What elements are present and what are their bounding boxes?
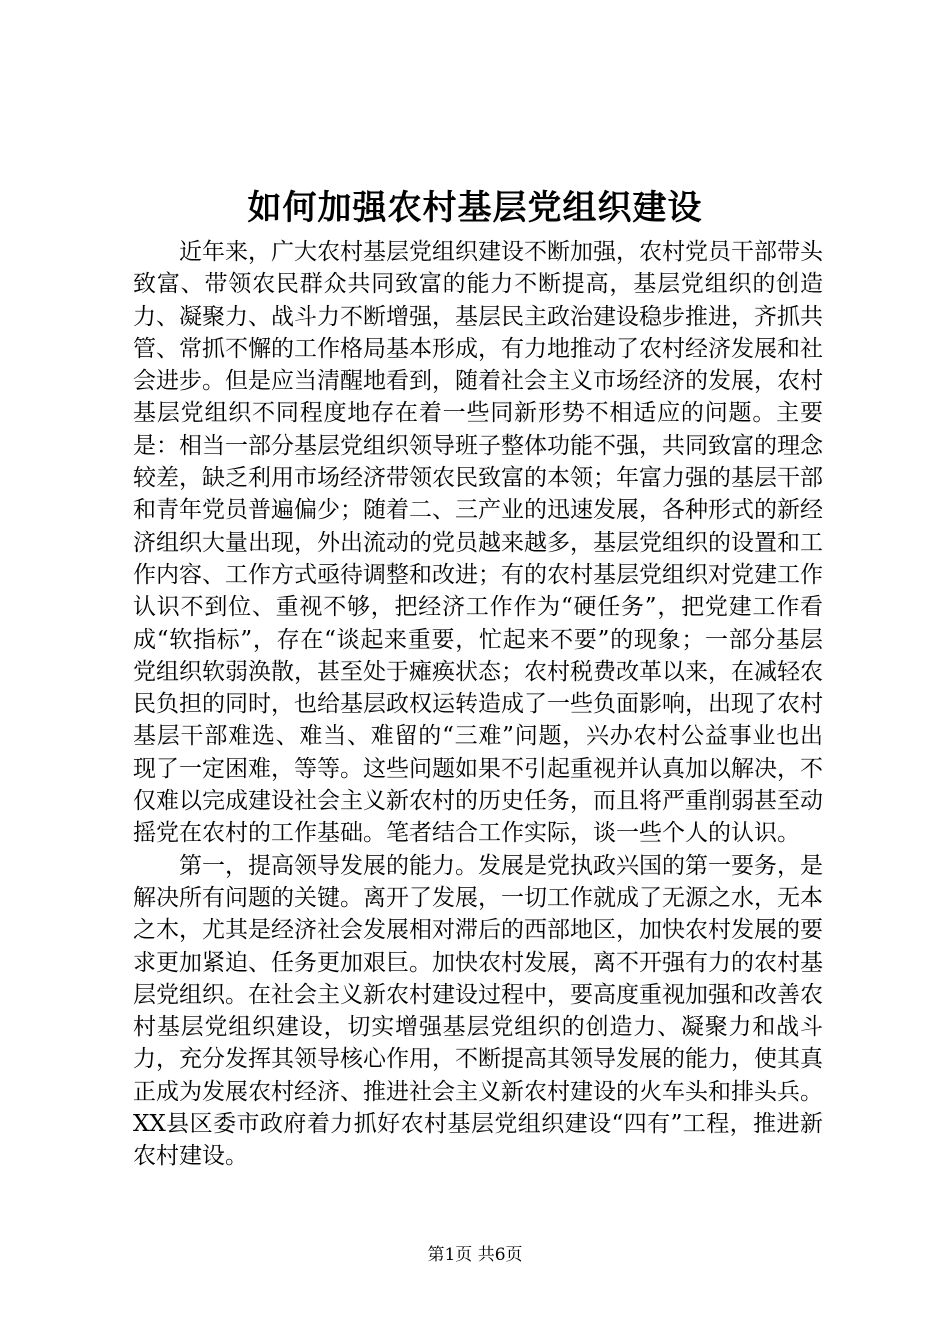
page-number-footer: 第1页 共6页 xyxy=(427,1245,523,1265)
paragraph-intro: 近年来，广大农村基层党组织建设不断加强，农村党员干部带头致富、带领农民群众共同致富的能力不断提高，基层党组织的创造力、凝聚力、战斗力不断增强，基层民主政治建设稳步推进，齐抓共管、常抓不懈的工作格局基本形成，有力地推动了农村经济发展和社会进步。但是应当清醒地看到，随着社会主义市场经济的发展，农村基层党组织不同程度地存在着一些同新形势不相适应的问题。主要是：相当一部分基层党组织领导班子整体功能不强，共同致富的理念较差，缺乏利用市场经济带领农民致富的本领；年富力强的基层干部和青年党员普遍偏少；随着二、三产业的迅速发展，各种形式的新经济组织大量出现，外出流动的党员越来越多，基层党组织的设置和工作内容、工作方式亟待调整和改进；有的农村基层党组织对党建工作认识不到位、重视不够，把经济工作作为“硬任务”，把党建工作看成“软指标”，存在“谈起来重要，忙起来不要”的现象；一部分基层党组织软弱涣散，甚至处于瘫痪状态；农村税费改革以来，在减轻农民负担的同时，也给基层政权运转造成了一些负面影响，出现了农村基层干部难选、难当、难留的“三难”问题，兴办农村公益事业也出现了一定困难，等等。这些问题如果不引起重视并认真加以解决，不仅难以完成建设社会主义新农村的历史任务，而且将严重削弱甚至动摇党在农村的工作基础。笔者结合工作实际，谈一些个人的认识。 xyxy=(133,239,823,847)
paragraph-first-point: 第一，提高领导发展的能力。发展是党执政兴国的第一要务，是解决所有问题的关键。离开了发展，一切工作就成了无源之水，无本之木，尤其是经济社会发展相对滞后的西部地区，加快农村发展的要求更加紧迫、任务更加艰巨。加快农村发展，离不开强有力的农村基层党组织。在社会主义新农村建设过程中，要高度重视加强和改善农村基层党组织建设，切实增强基层党组织的创造力、凝聚力和战斗力，充分发挥其领导核心作用，不断提高其领导发展的能力，使其真正成为发展农村经济、推进社会主义新农村建设的火车头和排头兵。XX县区委市政府着力抓好农村基层党组织建设“四有”工程，推进新农村建设。 xyxy=(133,852,823,1170)
document-body xyxy=(133,236,823,1173)
page-title: 如何加强农村基层党组织建设 xyxy=(247,188,703,228)
